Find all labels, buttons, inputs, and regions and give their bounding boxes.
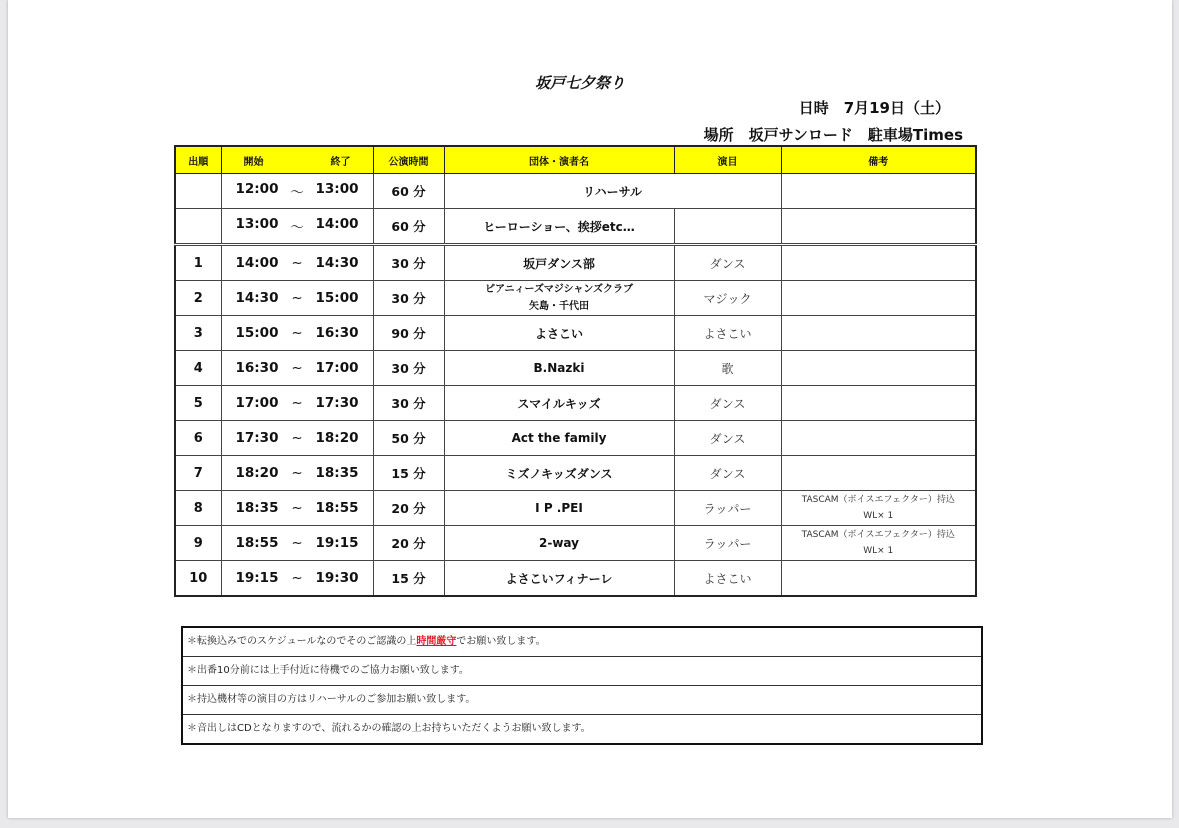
time-separator: ～ (290, 185, 304, 201)
time-cell (221, 209, 373, 245)
time-cell (221, 491, 373, 526)
time-separator: ~ (291, 570, 303, 586)
order-cell: 3 (175, 316, 221, 351)
time-cell (221, 174, 373, 209)
end-time: 16:30 (315, 325, 359, 341)
program-cell: ダンス (674, 421, 781, 456)
start-time: 18:35 (235, 500, 279, 516)
group-cell (444, 281, 674, 316)
group-cell: ミズノキッズダンス (444, 456, 674, 491)
group-cell: よさこいフィナーレ (444, 561, 674, 597)
table-row (175, 561, 976, 597)
time-separator: ~ (291, 465, 303, 481)
time-separator: ~ (291, 535, 303, 551)
group-subname: 矢島・千代田 (529, 301, 589, 312)
header-group: 団体・演者名 (444, 146, 674, 174)
header-end: 終了 (330, 156, 351, 168)
time-cell (221, 245, 373, 281)
opening-row (175, 209, 976, 245)
table-row (175, 245, 976, 281)
end-time: 13:00 (315, 181, 359, 197)
start-time: 17:30 (235, 430, 279, 446)
rehearsal-row (175, 174, 976, 209)
order-cell: 2 (175, 281, 221, 316)
time-separator: ~ (291, 395, 303, 411)
table-row (175, 456, 976, 491)
order-cell: 10 (175, 561, 221, 597)
time-cell (221, 281, 373, 316)
duration-cell: 15 分 (373, 561, 444, 597)
table-row (175, 421, 976, 456)
time-separator: ~ (291, 325, 303, 341)
start-time: 19:15 (235, 570, 279, 586)
duration-cell: 20 分 (373, 526, 444, 561)
header-duration: 公演時間 (373, 146, 444, 174)
note-time-strict (183, 628, 981, 657)
time-cell (221, 351, 373, 386)
program-cell: よさこい (674, 316, 781, 351)
end-time: 14:30 (315, 255, 359, 271)
end-time: 17:30 (315, 395, 359, 411)
notes-line-2: WL× 1 (863, 511, 894, 521)
start-time: 15:00 (235, 325, 279, 341)
group-cell: 2-way (444, 526, 674, 561)
notes-line: TASCAM（ボイスエフェクター）持込 (801, 495, 955, 505)
start-time: 12:00 (235, 181, 279, 197)
duration-cell: 15 分 (373, 456, 444, 491)
note-1-pre: ＊転換込みでのスケジュールなのでそのご認識の上 (187, 636, 417, 647)
time-cell (221, 316, 373, 351)
table-row (175, 316, 976, 351)
table-row (175, 526, 976, 561)
notes-box (181, 626, 983, 745)
notes-cell (781, 491, 976, 526)
event-date: 日時 7月19日（土） (798, 99, 950, 117)
time-separator: ～ (290, 220, 304, 236)
notes-cell (781, 386, 976, 421)
start-time: 14:00 (235, 255, 279, 271)
notes-cell (781, 351, 976, 386)
notes-cell (781, 245, 976, 281)
duration-cell: 20 分 (373, 491, 444, 526)
notes-cell (781, 316, 976, 351)
duration-cell: 90 分 (373, 316, 444, 351)
duration-cell: 50 分 (373, 421, 444, 456)
event-title: 坂戸七夕祭り (534, 74, 625, 92)
order-cell: 7 (175, 456, 221, 491)
order-cell: 6 (175, 421, 221, 456)
header-time (221, 146, 373, 174)
end-time: 14:00 (315, 216, 359, 232)
group-cell: 坂戸ダンス部 (444, 245, 674, 281)
start-time: 16:30 (235, 360, 279, 376)
notes-cell (781, 209, 976, 245)
duration-cell: 60 分 (373, 209, 444, 245)
document-page (8, 0, 1172, 818)
order-cell: 5 (175, 386, 221, 421)
table-row (175, 491, 976, 526)
time-separator: ~ (291, 430, 303, 446)
program-cell: ダンス (674, 245, 781, 281)
notes-cell (781, 526, 976, 561)
table-row (175, 281, 976, 316)
duration-cell: 30 分 (373, 245, 444, 281)
note-standby: ＊出番10分前には上手付近に待機でのご協力お願い致します。 (183, 657, 981, 686)
program-cell: 歌 (674, 351, 781, 386)
end-time: 18:35 (315, 465, 359, 481)
start-time: 13:00 (235, 216, 279, 232)
notes-line-2: WL× 1 (863, 546, 894, 556)
time-cell (221, 456, 373, 491)
note-rehearsal: ＊持込機材等の演目の方はリハーサルのご参加お願い致します。 (183, 686, 981, 715)
start-time: 18:55 (235, 535, 279, 551)
duration-cell: 60 分 (373, 174, 444, 209)
order-cell: 9 (175, 526, 221, 561)
schedule-table (174, 145, 977, 597)
event-place: 場所 坂戸サンロード 駐車場Times (703, 126, 963, 144)
program-cell (674, 209, 781, 245)
time-separator: ~ (291, 360, 303, 376)
notes-cell (781, 456, 976, 491)
note-1-post: でお願い致します。 (456, 636, 546, 647)
program-cell: ラッパー (674, 491, 781, 526)
table-header-row (175, 146, 976, 174)
header-notes: 備考 (781, 146, 976, 174)
group-cell: スマイルキッズ (444, 386, 674, 421)
notes-line: TASCAM（ボイスエフェクター）持込 (801, 530, 955, 540)
order-cell: 8 (175, 491, 221, 526)
notes-cell (781, 174, 976, 209)
duration-cell: 30 分 (373, 386, 444, 421)
table-row (175, 351, 976, 386)
order-cell: 4 (175, 351, 221, 386)
program-cell: ダンス (674, 386, 781, 421)
time-separator: ~ (291, 255, 303, 271)
order-cell: 1 (175, 245, 221, 281)
group-cell: よさこい (444, 316, 674, 351)
rehearsal-label: リハーサル (444, 174, 781, 209)
start-time: 14:30 (235, 290, 279, 306)
group-cell: I P .PEI (444, 491, 674, 526)
program-cell: よさこい (674, 561, 781, 597)
start-time: 18:20 (235, 465, 279, 481)
time-cell (221, 421, 373, 456)
time-separator: ~ (291, 500, 303, 516)
time-cell (221, 561, 373, 597)
header-program: 演目 (674, 146, 781, 174)
end-time: 18:20 (315, 430, 359, 446)
end-time: 19:30 (315, 570, 359, 586)
program-cell: マジック (674, 281, 781, 316)
notes-cell (781, 561, 976, 597)
table-row (175, 386, 976, 421)
group-cell: Act the family (444, 421, 674, 456)
order-cell (175, 209, 221, 245)
time-cell (221, 526, 373, 561)
program-cell: ダンス (674, 456, 781, 491)
duration-cell: 30 分 (373, 281, 444, 316)
header-order: 出順 (175, 146, 221, 174)
end-time: 17:00 (315, 360, 359, 376)
end-time: 18:55 (315, 500, 359, 516)
group-name: ピアニィーズマジシャンズクラブ (484, 284, 634, 295)
time-cell (221, 386, 373, 421)
start-time: 17:00 (235, 395, 279, 411)
program-cell: ラッパー (674, 526, 781, 561)
end-time: 19:15 (315, 535, 359, 551)
group-cell: ヒーローショー、挨拶etc… (444, 209, 674, 245)
order-cell (175, 174, 221, 209)
notes-cell (781, 421, 976, 456)
note-1-emphasis: 時間厳守 (416, 636, 457, 647)
header-start: 開始 (243, 156, 264, 168)
end-time: 15:00 (315, 290, 359, 306)
group-cell: B.Nazki (444, 351, 674, 386)
time-separator: ~ (291, 290, 303, 306)
note-cd: ＊音出しはCDとなりますので、流れるかの確認の上お持ちいただくようお願い致します。 (187, 723, 591, 734)
duration-cell: 30 分 (373, 351, 444, 386)
notes-cell (781, 281, 976, 316)
